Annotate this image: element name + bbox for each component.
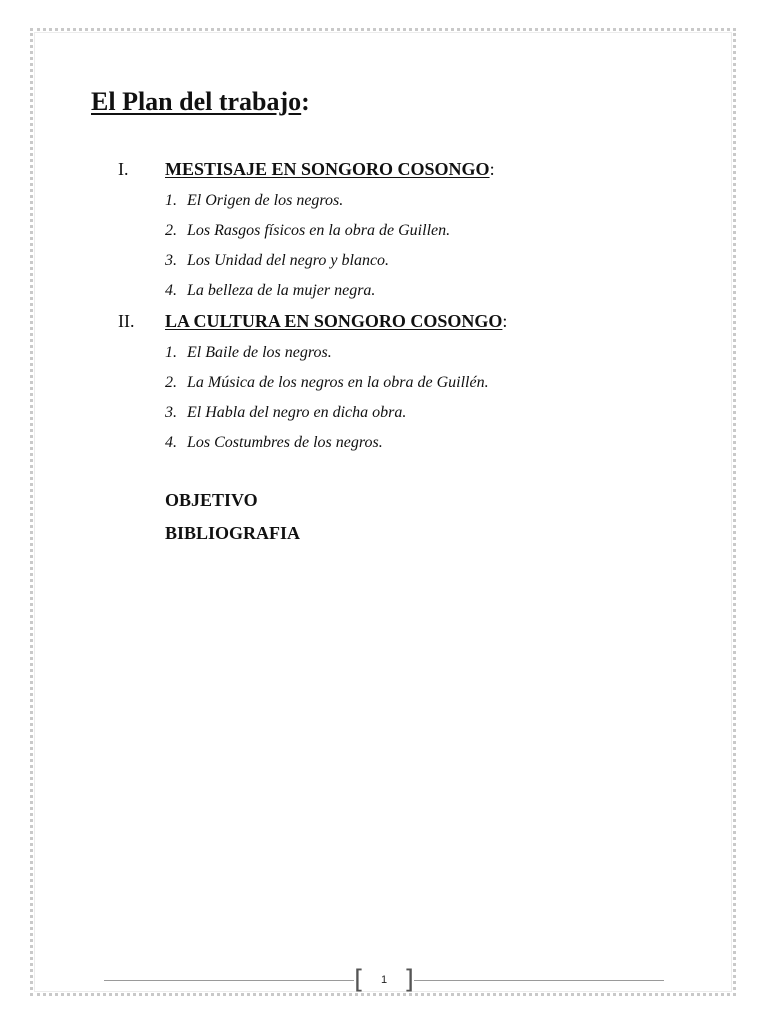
section-2-heading: LA CULTURA EN SONGORO COSONGO <box>165 311 503 331</box>
list-item <box>165 189 450 219</box>
section-1-numeral: I. <box>118 159 129 179</box>
list-item-number: 1. <box>165 344 177 361</box>
list-item <box>165 249 450 279</box>
list-item-text: Los Unidad del negro y blanco. <box>187 252 390 269</box>
list-item-text: La belleza de la mujer negra. <box>187 282 376 299</box>
list-item-number: 3. <box>165 404 177 421</box>
list-item <box>165 371 489 401</box>
list-item <box>165 431 489 461</box>
section-1-colon: : <box>489 159 495 179</box>
list-item-text: El Baile de los negros. <box>187 344 332 361</box>
list-item-number: 3. <box>165 252 177 269</box>
page-number-box <box>354 965 414 995</box>
section-2-header <box>118 309 507 333</box>
list-item-text: Los Rasgos físicos en la obra de Guillen. <box>187 222 451 239</box>
section-2-list <box>165 341 489 461</box>
list-item <box>165 219 450 249</box>
page-number: 1 <box>380 974 388 986</box>
list-item-number: 4. <box>165 282 177 299</box>
list-item-number: 4. <box>165 434 177 451</box>
section-2-colon: : <box>502 311 508 331</box>
footer-divider-right <box>414 980 664 981</box>
bibliography-heading: BIBLIOGRAFIA <box>165 523 301 543</box>
list-item-text: Los Costumbres de los negros. <box>187 434 383 451</box>
section-1-heading: MESTISAJE EN SONGORO COSONGO <box>165 159 490 179</box>
list-item <box>165 279 450 309</box>
page-title <box>91 84 310 120</box>
objective-heading: OBJETIVO <box>165 490 258 510</box>
list-item <box>165 341 489 371</box>
footer-divider-left <box>104 980 354 981</box>
left-bracket-icon: [ <box>354 965 365 995</box>
list-item-number: 2. <box>165 374 177 391</box>
right-bracket-icon: ] <box>403 965 414 995</box>
page-title-colon: : <box>301 87 310 116</box>
list-item-text: El Origen de los negros. <box>187 192 344 209</box>
list-item-text: El Habla del negro en dicha obra. <box>187 404 407 421</box>
page-title-text: El Plan del trabajo <box>91 87 302 116</box>
section-1-list <box>165 189 450 309</box>
list-item <box>165 401 489 431</box>
list-item-text: La Música de los negros en la obra de Guillén. <box>187 374 489 391</box>
list-item-number: 1. <box>165 192 177 209</box>
list-item-number: 2. <box>165 222 177 239</box>
section-2-numeral: II. <box>118 311 135 331</box>
section-1-header <box>118 157 495 181</box>
